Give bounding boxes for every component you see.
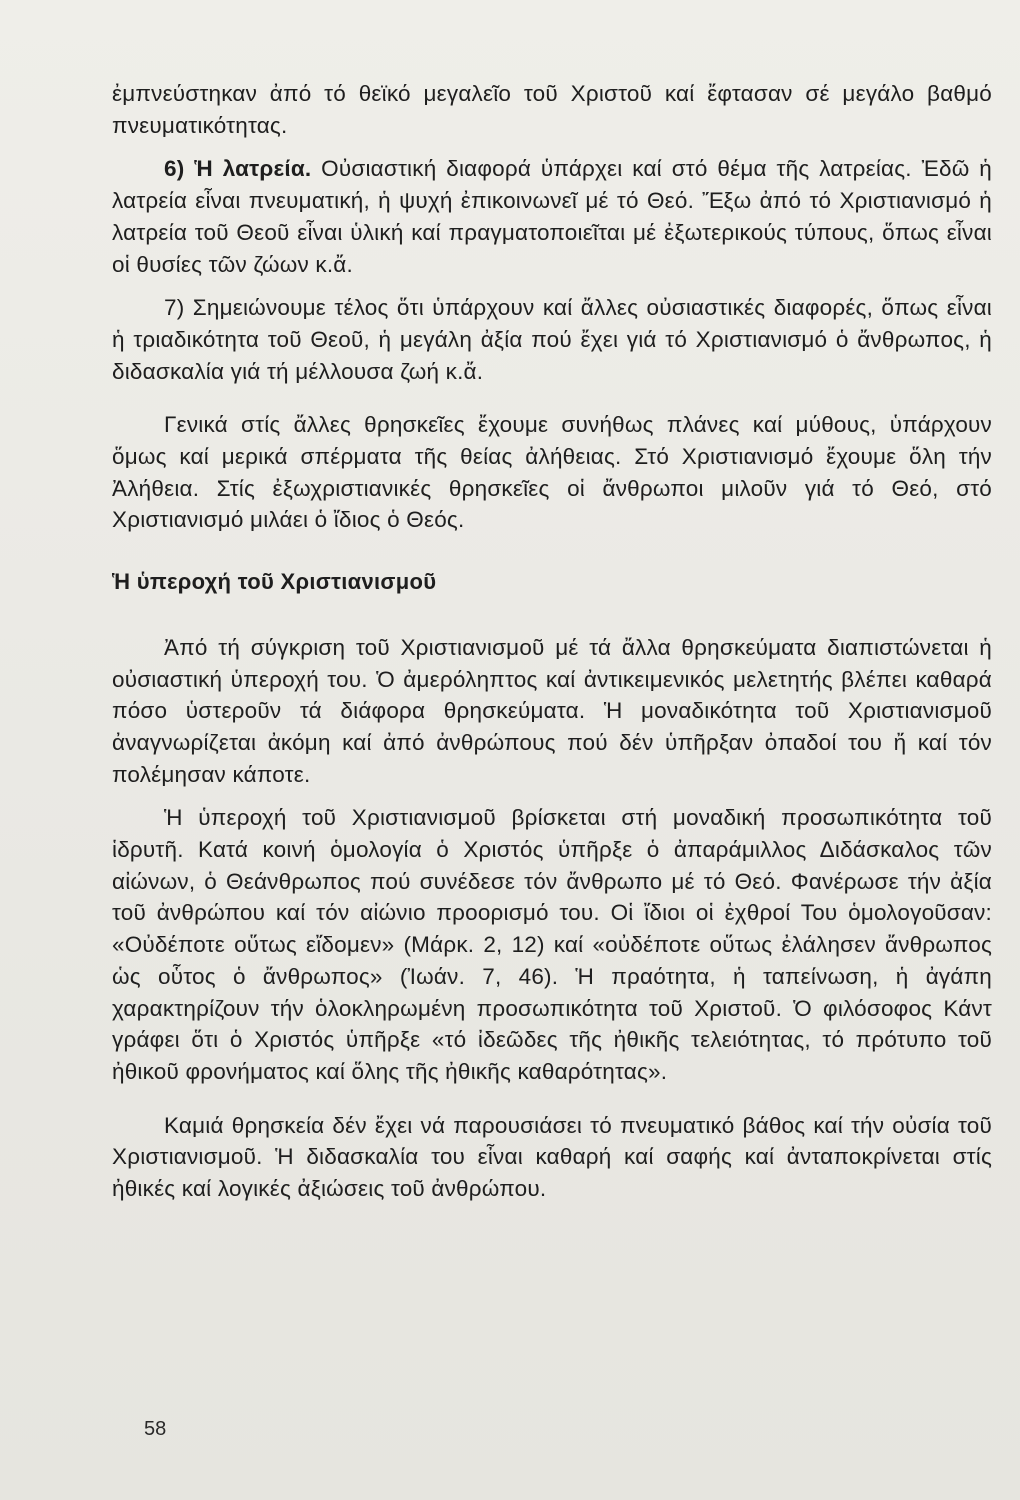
- paragraph-general: Γενικά στίς ἄλλες θρησκεῖες ἔχουμε συνήθως πλάνες καί μύθους, ὑπάρχουν ὅμως καί μερικά σπέρματα τῆς θείας ἀλήθειας. Στό Χριστιανισμό ἔχουμε ὅλη τήν Ἀλήθεια. Στίς ἐξωχριστιανικές θρησκεῖες οἱ ἄνθρωποι μιλοῦν γιά τό Θεό, στό Χριστιανισμό μιλάει ὁ ἴδιος ὁ Θεός.: [112, 412, 992, 533]
- paragraph-depth: Καμιά θρησκεία δέν ἔχει νά παρουσιάσει τό πνευματικό βάθος καί τήν οὐσία τοῦ Χριστιανισμοῦ. Ἡ διδασκαλία του εἶναι καθαρή καί σαφής καί ἀνταποκρίνεται στίς ἠθικές καί λογικές ἀξιώσεις τοῦ ἀνθρώπου.: [112, 1112, 992, 1202]
- body-text: [112, 78, 992, 1205]
- paragraph-other-differences: 7) Σημειώνουμε τέλος ὅτι ὑπάρχουν καί ἄλλες οὐσιαστικές διαφορές, ὅπως εἶναι ἡ τριαδικότητα τοῦ Θεοῦ, ἡ μεγάλη ἀξία πού ἔχει γιά τό Χριστιανισμό ὁ ἄνθρωπος, ἡ διδασκαλία γιά τή μέλλουσα ζωή κ.ἄ.: [112, 295, 992, 384]
- paragraph-worship: [112, 153, 992, 280]
- paragraph-comparison: Ἀπό τή σύγκριση τοῦ Χριστιανισμοῦ μέ τά ἄλλα θρησκεύματα διαπιστώνεται ἡ οὐσιαστική ὑπεροχή του. Ὁ ἀμερόληπτος καί ἀντικειμενικός μελετητής βλέπει καθαρά πόσο ὑστεροῦν τά διάφορα θρησκεύματα. Ἡ μοναδικότητα τοῦ Χριστιανισμοῦ ἀναγνωρίζεται ἀκόμη καί ἀπό ἀνθρώπους πού δέν ὑπῆρξαν ὀπαδοί του ἤ καί τόν πολέμησαν κάποτε.: [112, 634, 992, 787]
- paragraph-founder: Ἡ ὑπεροχή τοῦ Χριστιανισμοῦ βρίσκεται στή μοναδική προσωπικότητα τοῦ ἱδρυτῆ. Κατά κοινή ὁμολογία ὁ Χριστός ὑπῆρξε ὁ ἀπαράμιλλος Διδάσκαλος τῶν αἰώνων, ὁ Θεάνθρωπος πού συνέδεσε τόν ἄνθρωπο μέ τό Θεό. Φανέρωσε τήν ἀξία τοῦ ἀνθρώπου καί τόν αἰώνιο προορισμό του. Οἱ ἴδιοι οἱ ἐχθροί Του ὁμολογοῦσαν: «Οὐδέποτε οὕτως εἴδομεν» (Μάρκ. 2, 12) καί «οὐδέποτε οὕτως ἐλάλησεν ἄνθρωπος ὡς οὗτος ὁ ἄνθρωπος» (Ἰωάν. 7, 46). Ἡ πραότητα, ἡ ταπείνωση, ἡ ἀγάπη χαρακτηρίζουν τήν ὁλοκληρωμένη προσωπικότητα τοῦ Χριστοῦ. Ὁ φιλόσοφος Κάντ γράφει ὅτι ὁ Χριστός ὑπῆρξε «τό ἰδεῶδες τῆς ἠθικῆς τελειότητας, τό πρότυπο τοῦ ἠθικοῦ φρονήματος καί ὅλης τῆς ἠθικῆς καθαρότητας».: [112, 805, 992, 1084]
- section-heading: Ἡ ὑπεροχή τοῦ Χριστιανισμοῦ: [112, 569, 437, 595]
- worship-lead: 6) Ἡ λατρεία.: [164, 156, 312, 182]
- page-number: 58: [144, 1418, 167, 1440]
- worship-text: Οὐσιαστική διαφορά ὑπάρχει καί στό θέμα τῆς λατρείας. Ἐδῶ ἡ λατρεία εἶναι πνευματική, ἡ ψυχή ἐπικοινωνεῖ μέ τό Θεό. Ἔξω ἀπό τό Χριστιανισμό ἡ λατρεία τοῦ Θεοῦ εἶναι ὑλική καί πραγματοποιεῖται μέ ἐξωτερικούς τύπους, ὅπως εἶναι οἱ θυσίες τῶν ζώων κ.ἄ.: [112, 156, 993, 277]
- paragraph-intro: ἐμπνεύστηκαν ἀπό τό θεϊκό μεγαλεῖο τοῦ Χριστοῦ καί ἔφτασαν σέ μεγάλο βαθμό πνευματικότητας.: [112, 81, 992, 138]
